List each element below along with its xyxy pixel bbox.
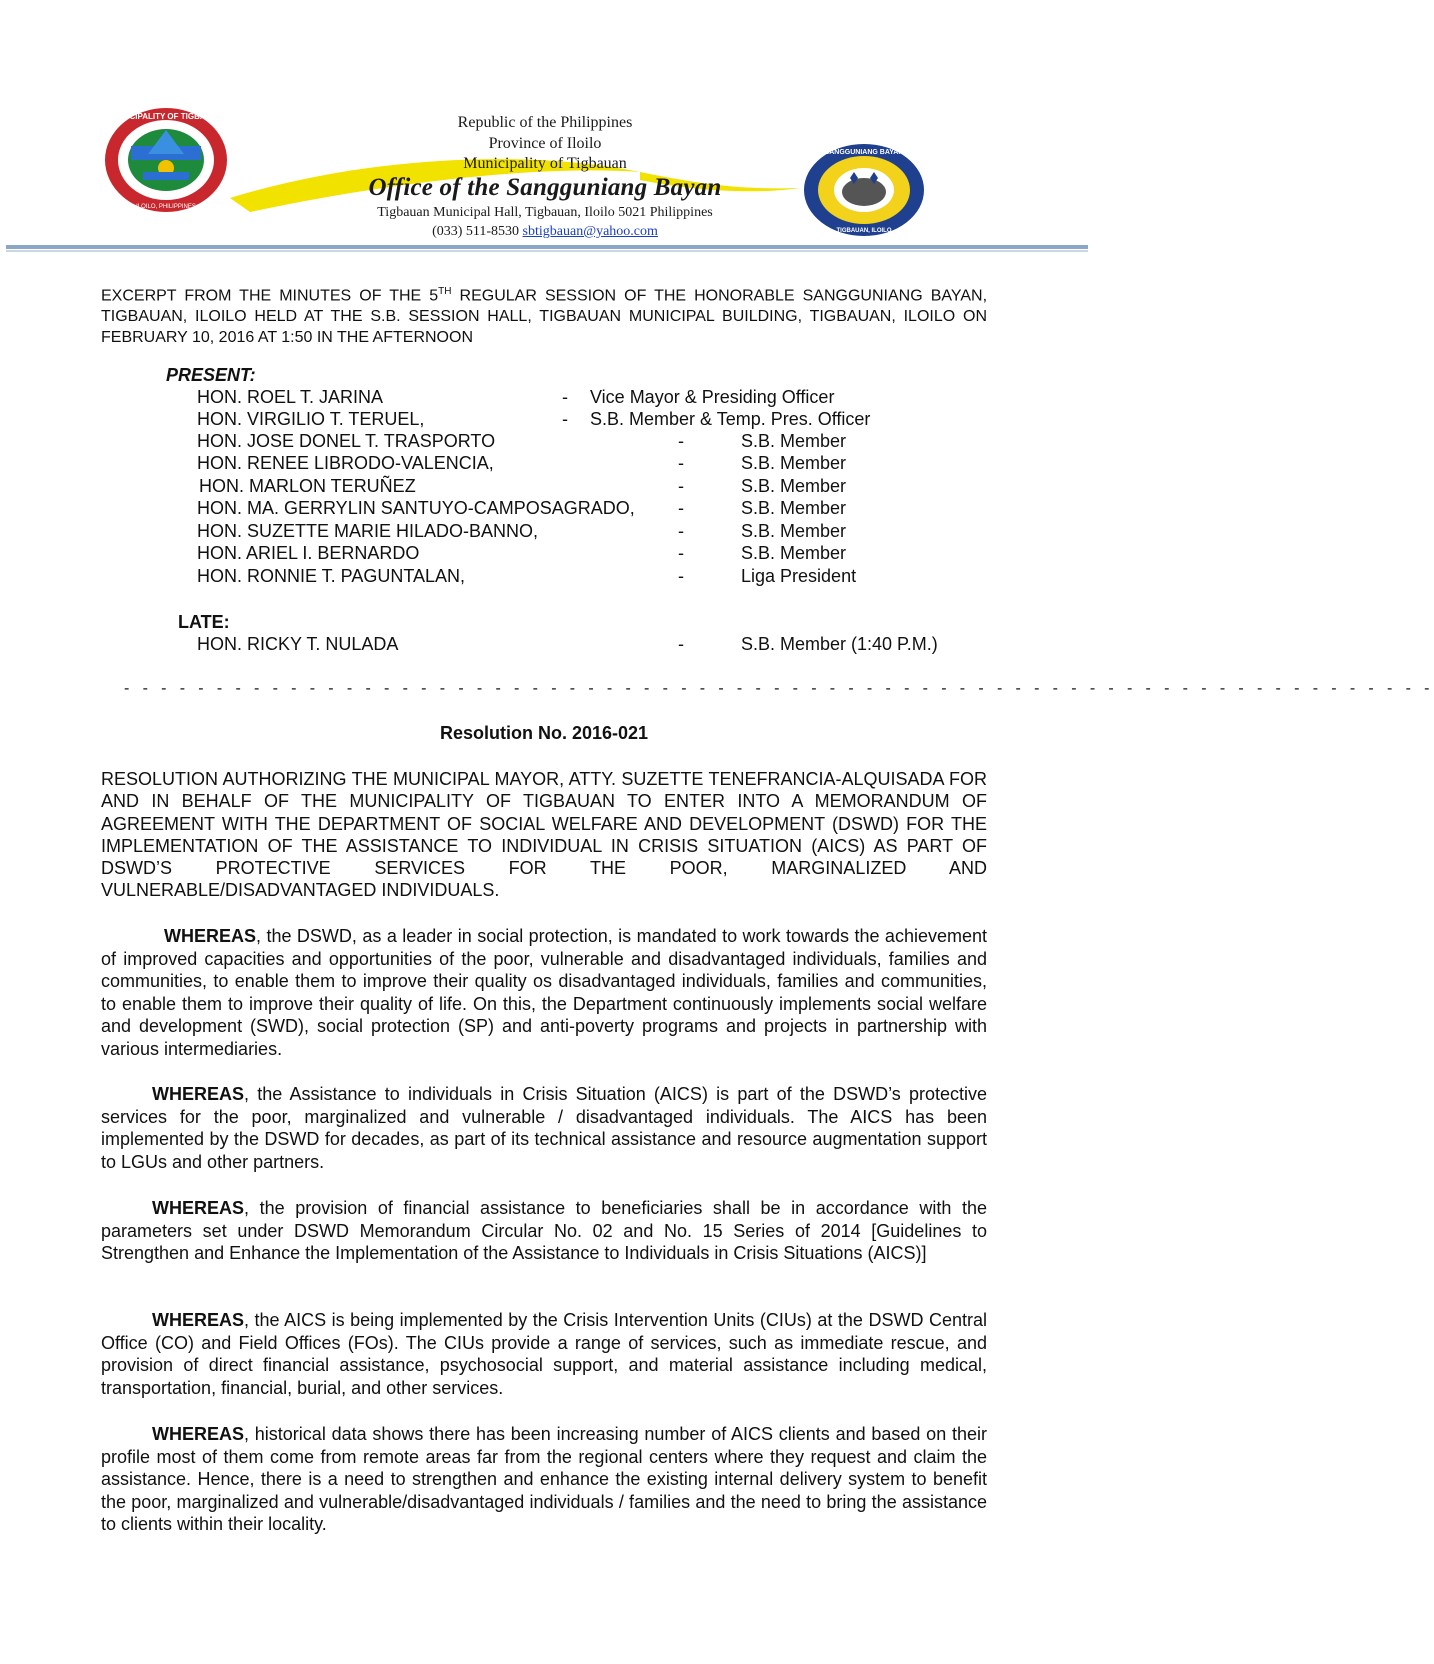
header-rule [6, 245, 1088, 249]
present-role: S.B. Member [741, 498, 847, 518]
late-heading: LATE: [178, 612, 230, 632]
whereas-lead: WHEREAS [164, 926, 257, 946]
header-email-link[interactable]: sbtigbauan@yahoo.com [522, 224, 658, 239]
whereas-paragraph [101, 925, 987, 1061]
late-dash: - [678, 634, 684, 654]
whereas-lead: WHEREAS [152, 1310, 245, 1330]
municipality-seal-icon [103, 106, 229, 214]
whereas-text: , the provision of financial assistance to beneficiaries shall be in accordance with the parameters set under DSWD Memorandum Circular No. 02 and No. 15 Series of 2014 [Guidelines to Strengthen and Enhance the Implementation of the Assistance to Individuals in Crisis Situations (AICS)] [101, 1198, 987, 1264]
seal-left-text-top: MUNICIPALITY OF TIGBAUAN [109, 112, 223, 121]
whereas-paragraph [101, 1083, 987, 1173]
header-republic: Republic of the Philippines [457, 114, 633, 131]
present-dash: - [678, 566, 684, 586]
whereas-text: , the Assistance to individuals in Crisis Situation (AICS) is part of the DSWD’s protective services for the poor, marginalized and vulnerable / disadvantaged individuals. The AICS has been implemented by the DSWD for decades, as part of its technical assistance and resource augmentation support to LGUs and other partners. [101, 1084, 987, 1172]
header-contact [330, 224, 760, 240]
header-address: Tigbauan Municipal Hall, Tigbauan, Iloilo 5021 Philippines [377, 205, 713, 220]
present-name: HON. ROEL T. JARINA [197, 387, 384, 407]
separator-line: - - - - - - - - - - - - - - - - - - - - - - - - - - - - - - - - - - - - - - - - - - - - - - - - - - - - - - - - - - - - - - - - - - - - - - - [124, 680, 1434, 697]
header-office-title: Office of the Sangguniang Bayan [368, 174, 722, 201]
present-name: HON. JOSE DONEL T. TRASPORTO [197, 431, 496, 451]
seal-right-text-top: SANGGUNIANG BAYAN [824, 149, 904, 156]
resolution-title: RESOLUTION AUTHORIZING THE MUNICIPAL MAYOR, ATTY. SUZETTE TENEFRANCIA-ALQUISADA FOR AND IN BEHALF OF THE MUNICIPALITY OF TIGBAUAN TO ENTER INTO A MEMORANDUM OF AGREEMENT WITH THE DEPARTMENT OF SOCIAL WELFARE AND DEVELOPMENT (DSWD) FOR THE IMPLEMENTATION OF THE ASSISTANCE TO INDIVIDUAL IN CRISIS SITUATION (AICS) AS PART OF DSWD’S PROTECTIVE SERVICES FOR THE POOR, MARGINALIZED AND VULNERABLE/DISADVANTAGED INDIVIDUALS. [101, 769, 987, 901]
whereas-lead: WHEREAS [152, 1198, 245, 1218]
present-name: HON. ARIEL I. BERNARDO [197, 543, 420, 563]
present-name: HON. MA. GERRYLIN SANTUYO-CAMPOSAGRADO, [197, 498, 635, 518]
present-role: S.B. Member [741, 521, 847, 541]
whereas-text: , historical data shows there has been increasing number of AICS clients and based on their profile most of them come from remote areas far from the regional centers where they request and claim the assistance. Hence, there is a need to strengthen and enhance the existing internal delivery system to benefit the poor, marginalized and vulnerable/disadvantaged individuals / families and the need to bring the assistance to clients within their locality. [101, 1424, 987, 1535]
whereas-text: , the DSWD, as a leader in social protection, is mandated to work towards the achievement of improved capacities and opportunities of the poor, vulnerable and disadvantaged individuals, families and communities, to enable them to improve their quality os disadvantaged individuals, families and communities, to enable them to improve their quality of life. On this, the Department continuously implements social welfare and development (SWD), social protection (SP) and anti-poverty programs and projects in partnership with various intermediaries. [101, 926, 987, 1059]
present-dash: - [678, 476, 684, 496]
present-dash: - [678, 543, 684, 563]
present-dash: - [562, 387, 568, 407]
present-dash: - [678, 431, 684, 451]
present-role: S.B. Member [741, 543, 847, 563]
whereas-text: , the AICS is being implemented by the Crisis Intervention Units (CIUs) at the DSWD Central Office (CO) and Field Offices (FOs). The CIUs provide a range of services, such as immediate rescue, and provision of direct financial assistance, psychosocial support, and material assistance including medical, transportation, financial, burial, and other services. [101, 1310, 987, 1398]
seal-left-text-bottom: ILOILO, PHILIPPINES [136, 204, 196, 210]
late-role: S.B. Member (1:40 P.M.) [741, 634, 938, 654]
present-role: S.B. Member [741, 431, 847, 451]
present-dash: - [678, 453, 684, 473]
late-name: HON. RICKY T. NULADA [197, 634, 399, 654]
whereas-lead: WHEREAS [152, 1424, 245, 1444]
excerpt-sup: TH [438, 286, 452, 297]
whereas-paragraph [101, 1309, 987, 1399]
whereas-paragraph [101, 1197, 987, 1265]
present-name: HON. MARLON TERUÑEZ [199, 476, 416, 496]
present-heading: PRESENT: [166, 365, 256, 385]
excerpt-part2: REGULAR SESSION OF THE HONORABLE SANGGUNIANG BAYAN, TIGBAUAN, ILOILO HELD AT THE S.B. SESSION HALL, TIGBAUAN MUNICIPAL BUILDING, TIGBAUAN, ILOILO ON FEBRUARY 10, 2016 AT 1:50 IN THE AFTERNOON [101, 287, 988, 347]
present-role: S.B. Member [741, 453, 847, 473]
present-role: Vice Mayor & Presiding Officer [590, 387, 835, 407]
present-role: S.B. Member & Temp. Pres. Officer [590, 409, 871, 429]
resolution-number: Resolution No. 2016-021 [439, 723, 649, 743]
present-name: HON. RENEE LIBRODO-VALENCIA, [197, 453, 494, 473]
sangguniang-bayan-seal-icon [802, 142, 926, 238]
whereas-lead: WHEREAS [152, 1084, 245, 1104]
whereas-paragraph [101, 1423, 987, 1536]
present-dash: - [678, 521, 684, 541]
present-name: HON. VIRGILIO T. TERUEL, [197, 409, 425, 429]
present-dash: - [562, 409, 568, 429]
present-role: Liga President [741, 566, 857, 586]
present-name: HON. SUZETTE MARIE HILADO-BANNO, [197, 521, 539, 541]
present-name: HON. RONNIE T. PAGUNTALAN, [197, 566, 466, 586]
seal-right-text-bottom: TIGBAUAN, ILOILO [836, 228, 892, 234]
present-role: S.B. Member [741, 476, 847, 496]
header-rule-secondary [6, 250, 1088, 252]
header-phone: (033) 511-8530 [432, 224, 520, 239]
header-province: Province of Iloilo [488, 135, 602, 152]
excerpt-part1: EXCERPT FROM THE MINUTES OF THE 5 [101, 287, 439, 305]
letterhead [0, 0, 1088, 260]
header-municipality: Municipality of Tigbauan [463, 155, 627, 172]
minutes-excerpt [101, 281, 987, 348]
present-dash: - [678, 498, 684, 518]
